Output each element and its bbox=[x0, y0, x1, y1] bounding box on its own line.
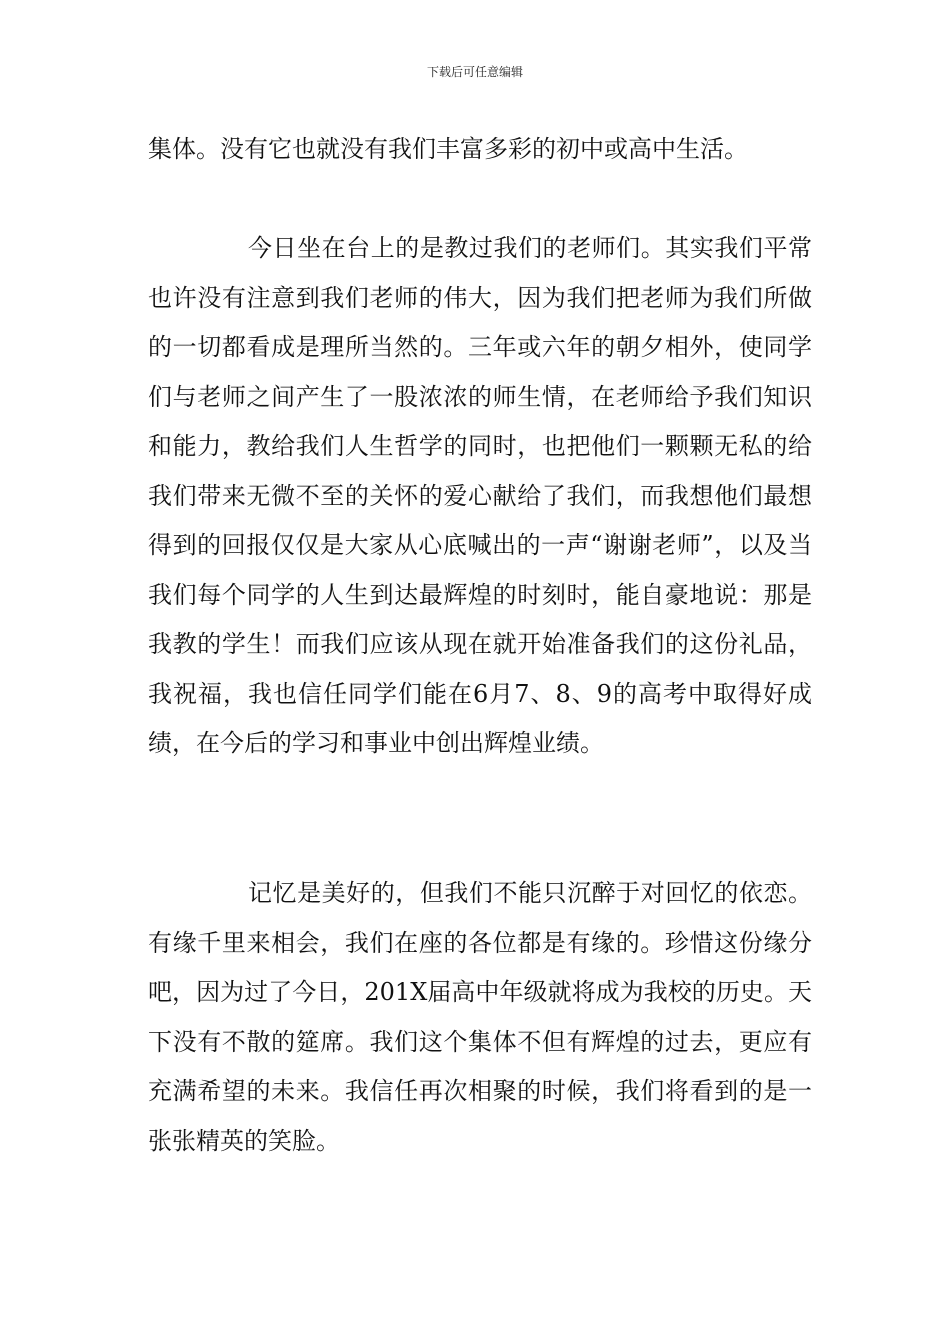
header-note: 下载后可任意编辑 bbox=[426, 65, 523, 79]
paragraph-3: 记忆是美好的，但我们不能只沉醉于对回忆的依恋。有缘千里来相会，我们在座的各位都是有缘的。珍惜这份缘分吧，因为过了今日，201X届高中年级就将成为我校的历史。天下没有不散的筵席。我们这个集体不但有辉煌的过去，更应有充满希望的未来。我信任再次相聚的时候，我们将看到的是一张张精英的笑脸。 bbox=[148, 879, 812, 1155]
paragraph-2: 今日坐在台上的是教过我们的老师们。其实我们平常也许没有注意到我们老师的伟大，因为我们把老师为我们所做的一切都看成是理所当然的。三年或六年的朝夕相外，使同学们与老师之间产生了一股浓浓的师生情，在老师给予我们知识和能力，教给我们人生哲学的同时，也把他们一颗颗无私的给我们带来无微不至的关怀的爱心献给了我们，而我想他们最想得到的回报仅仅是大家从心底喊出的一声“谢谢老师”，以及当我们每个同学的人生到达最辉煌的时刻时，能自豪地说：那是我教的学生！而我们应该从现在就开始准备我们的这份礼品，我祝福，我也信任同学们能在6月7、8、9的高考中取得好成绩，在今后的学习和事业中创出辉煌业绩。 bbox=[148, 234, 812, 757]
paragraph-1: 集体。没有它也就没有我们丰富多彩的初中或高中生活。 bbox=[148, 135, 748, 163]
